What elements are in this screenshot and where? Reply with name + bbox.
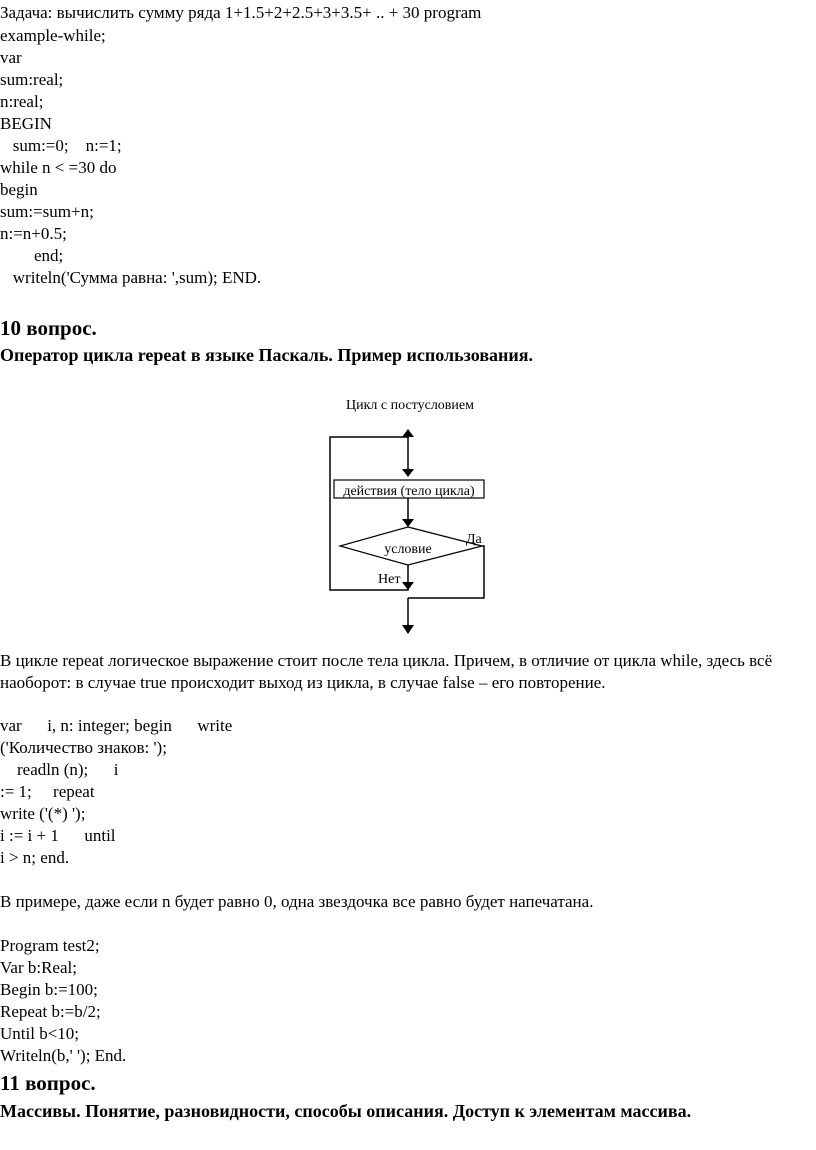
code-line: i > n; end. xyxy=(0,848,70,867)
code-line: while n < =30 do xyxy=(0,158,117,177)
arrow-down-icon xyxy=(402,582,414,590)
flowchart-post-condition-loop xyxy=(300,385,520,645)
code-line: var i, n: integer; begin write xyxy=(0,716,233,735)
code-line: sum:=0; n:=1; xyxy=(0,136,122,155)
question-10-number: 10 вопрос. xyxy=(0,316,97,340)
code-line: Until b<10; xyxy=(0,1024,80,1043)
code-line: Var b:Real; xyxy=(0,958,77,977)
question-11-number: 11 вопрос. xyxy=(0,1071,96,1095)
junction-arrow-icon xyxy=(402,429,414,437)
exit-arrow-icon xyxy=(402,625,414,634)
condition-label: условие xyxy=(384,542,432,557)
flowchart-caption: Цикл с постусловием xyxy=(346,398,474,413)
question-11-title: Массивы. Понятие, разновидности, способы описания. Доступ к элементам массива. xyxy=(0,1101,692,1121)
code-line: n:=n+0.5; xyxy=(0,224,67,243)
code-line: example-while; xyxy=(0,26,106,45)
code-line: BEGIN xyxy=(0,114,52,133)
code-line: readln (n); i xyxy=(0,760,119,779)
code-line: begin xyxy=(0,180,38,199)
code-line: := 1; repeat xyxy=(0,782,95,801)
code-line: Begin b:=100; xyxy=(0,980,98,999)
no-label: Нет xyxy=(378,572,401,587)
paragraph-repeat-explanation: В цикле repeat логическое выражение стоит после тела цикла. Причем, в отличие от цикла while, здесь всё наоборот: в случае true происходит выход из цикла, в случае false – его повторение. xyxy=(0,651,773,692)
code-line: writeln('Сумма равна: ',sum); END. xyxy=(0,268,262,287)
code-line: i := i + 1 until xyxy=(0,826,116,845)
code-line: Задача: вычислить сумму ряда 1+1.5+2+2.5+3+3.5+ .. + 30 program xyxy=(0,3,482,22)
question-10-title: Оператор цикла repeat в языке Паскаль. Пример использования. xyxy=(0,345,534,365)
action-box-label: действия (тело цикла) xyxy=(343,484,475,499)
arrow-down-icon xyxy=(402,469,414,477)
code-line: sum:=sum+n; xyxy=(0,202,94,221)
code-line: n:real; xyxy=(0,92,44,111)
code-line: write ('(*) '); xyxy=(0,804,86,823)
code-line: Repeat b:=b/2; xyxy=(0,1002,101,1021)
code-line: ('Количество знаков: '); xyxy=(0,738,167,757)
paragraph-example-note: В примере, даже если n будет равно 0, одна звездочка все равно будет напечатана. xyxy=(0,892,594,911)
code-line: Writeln(b,' '); End. xyxy=(0,1046,127,1065)
no-branch-loop-connector xyxy=(330,437,408,590)
code-line: var xyxy=(0,48,22,67)
code-line: sum:real; xyxy=(0,70,64,89)
arrow-down-icon xyxy=(402,519,414,527)
code-line: Program test2; xyxy=(0,936,100,955)
yes-label: Да xyxy=(466,532,482,547)
code-line: end; xyxy=(0,246,64,265)
